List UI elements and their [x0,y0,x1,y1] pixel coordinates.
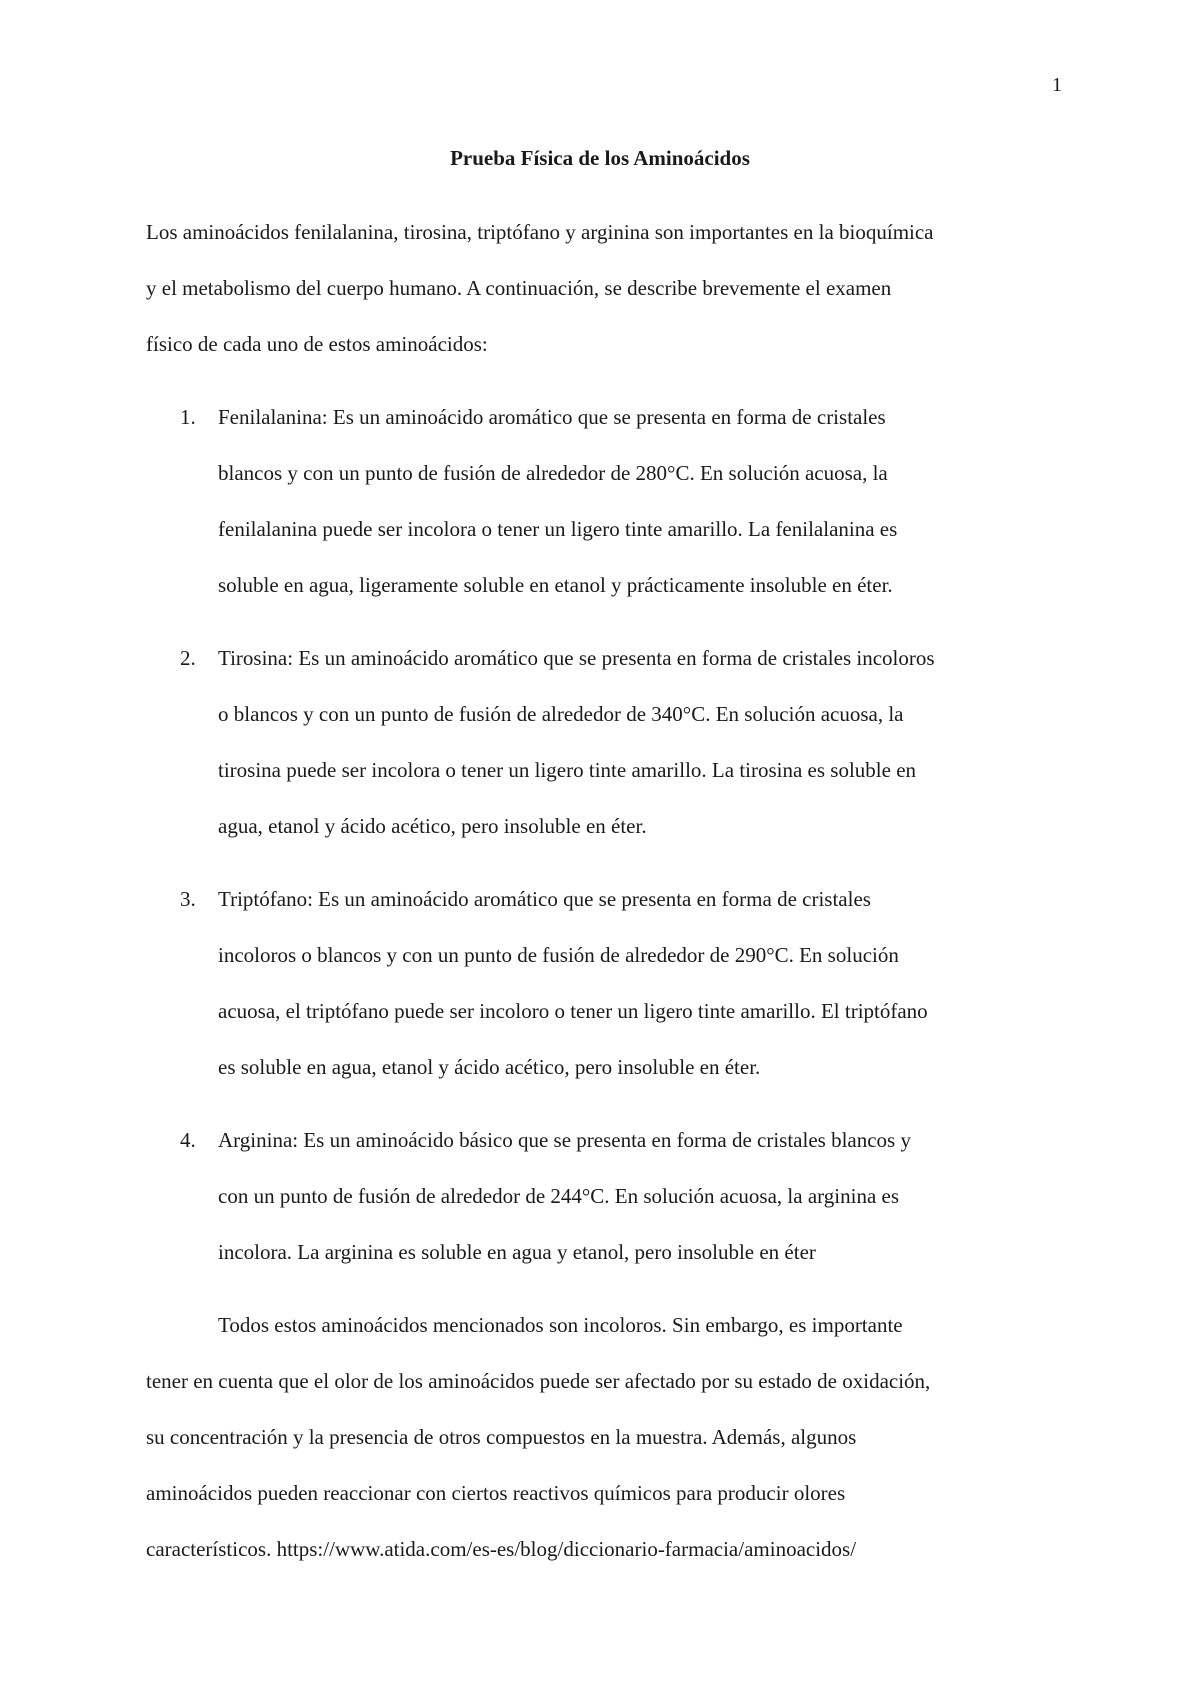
intro-line: físico de cada uno de estos aminoácidos: [146,332,488,356]
list-marker: 2. [180,646,196,670]
list-item-line: incoloros o blancos y con un punto de fusión de alrededor de 290°C. En solución [218,943,899,967]
closing-line-with-url: característicos. https://www.atida.com/es-es/blog/diccionario-farmacia/aminoacidos/ [146,1537,857,1561]
intro-line: y el metabolismo del cuerpo humano. A continuación, se describe brevemente el examen [146,276,892,300]
list-item-line: fenilalanina puede ser incolora o tener un ligero tinte amarillo. La fenilalanina es [218,517,898,541]
page-number: 1 [1052,74,1062,96]
list-item-line: es soluble en agua, etanol y ácido acético, pero insoluble en éter. [218,1055,761,1079]
list-item-line: incolora. La arginina es soluble en agua y etanol, pero insoluble en éter [218,1240,816,1264]
list-item-line: Fenilalanina: Es un aminoácido aromático que se presenta en forma de cristales [218,405,886,429]
list-item-line: Tirosina: Es un aminoácido aromático que se presenta en forma de cristales incoloros [218,646,935,670]
list-marker: 4. [180,1128,196,1152]
intro-line: Los aminoácidos fenilalanina, tirosina, triptófano y arginina son importantes en la bioquímica [146,220,934,244]
closing-line: su concentración y la presencia de otros compuestos en la muestra. Además, algunos [146,1425,857,1449]
list-item-line: con un punto de fusión de alrededor de 244°C. En solución acuosa, la arginina es [218,1184,900,1208]
closing-line: aminoácidos pueden reaccionar con ciertos reactivos químicos para producir olores [146,1481,846,1505]
list-marker: 1. [180,405,196,429]
list-item-line: Arginina: Es un aminoácido básico que se presenta en forma de cristales blancos y [218,1128,911,1152]
list-item-line: o blancos y con un punto de fusión de alrededor de 340°C. En solución acuosa, la [218,702,904,726]
document-title: Prueba Física de los Aminoácidos [450,146,750,170]
list-marker: 3. [180,887,196,911]
list-item-line: acuosa, el triptófano puede ser incoloro o tener un ligero tinte amarillo. El triptófano [218,999,928,1023]
list-item-line: blancos y con un punto de fusión de alrededor de 280°C. En solución acuosa, la [218,461,888,485]
list-item-line: agua, etanol y ácido acético, pero insoluble en éter. [218,814,647,838]
closing-line: tener en cuenta que el olor de los aminoácidos puede ser afectado por su estado de oxidación, [146,1369,931,1393]
closing-line: Todos estos aminoácidos mencionados son incoloros. Sin embargo, es importante [218,1313,903,1337]
list-item-line: tirosina puede ser incolora o tener un ligero tinte amarillo. La tirosina es soluble en [218,758,917,782]
list-item-line: soluble en agua, ligeramente soluble en etanol y prácticamente insoluble en éter. [218,573,893,597]
list-item-line: Triptófano: Es un aminoácido aromático que se presenta en forma de cristales [218,887,871,911]
